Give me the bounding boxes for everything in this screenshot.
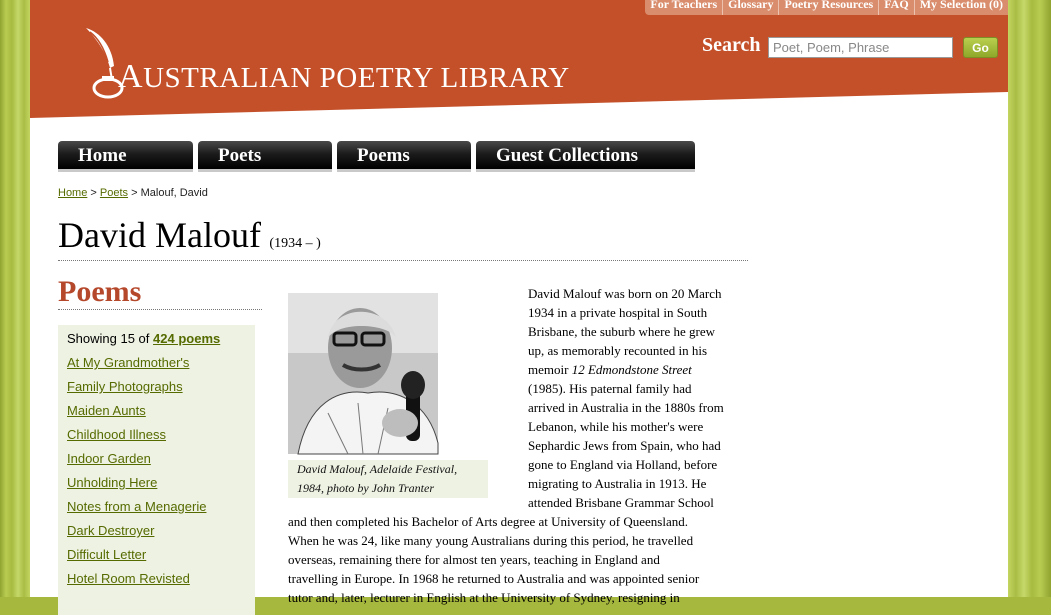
bio-line: (1985). His paternal family had bbox=[528, 381, 692, 396]
poem-link[interactable]: Unholding Here bbox=[67, 475, 158, 490]
poem-link[interactable]: At My Grandmother's bbox=[67, 355, 190, 370]
biography-column bbox=[528, 284, 748, 512]
bio-line: attended Brisbane Grammar School bbox=[528, 495, 714, 510]
list-item bbox=[67, 402, 246, 426]
bio-line: migrating to Australia in 1913. He bbox=[528, 476, 707, 491]
breadcrumb-separator: > bbox=[90, 187, 97, 199]
nav-home[interactable]: Home bbox=[58, 141, 193, 172]
poem-link[interactable]: Difficult Letter bbox=[67, 547, 147, 562]
poet-name: David Malouf bbox=[58, 215, 261, 255]
breadcrumb-home[interactable]: Home bbox=[58, 187, 88, 199]
bio-line: travelling in Europe. In 1968 he returned to Australia and was appointed senior bbox=[288, 571, 700, 586]
bio-line: arrived in Australia in the 1880s from bbox=[528, 400, 724, 415]
bio-line: memoir 12 Edmondstone Street bbox=[528, 362, 692, 377]
list-item bbox=[67, 474, 246, 498]
list-item bbox=[67, 378, 246, 402]
list-item bbox=[67, 354, 246, 378]
breadcrumb bbox=[58, 187, 208, 199]
poems-heading: Poems bbox=[58, 275, 142, 308]
breadcrumb-poets[interactable]: Poets bbox=[99, 187, 129, 199]
logo-wordmark: AUSTRALIAN POETRY LIBRARY bbox=[118, 58, 570, 95]
biography-continued bbox=[288, 512, 748, 607]
bio-line: Lebanon, while his mother's were bbox=[528, 419, 704, 434]
photo-caption bbox=[288, 460, 488, 498]
poem-count-label: Showing 15 of bbox=[67, 331, 150, 346]
title-divider bbox=[58, 260, 748, 261]
poet-photo bbox=[288, 293, 438, 454]
bio-line: and then completed his Bachelor of Arts degree at University of Queensland. bbox=[288, 514, 688, 529]
nav-poems[interactable]: Poems bbox=[337, 141, 471, 172]
list-item bbox=[67, 522, 246, 546]
breadcrumb-separator: > bbox=[131, 187, 138, 199]
topnav-faq[interactable]: FAQ bbox=[878, 0, 913, 15]
topnav-poetry-resources[interactable]: Poetry Resources bbox=[778, 0, 878, 15]
site-logo[interactable] bbox=[78, 24, 588, 104]
page bbox=[30, 0, 1008, 605]
search-input[interactable] bbox=[768, 37, 953, 58]
main-nav bbox=[58, 141, 695, 172]
top-utility-nav bbox=[645, 0, 1008, 15]
right-border bbox=[1008, 0, 1051, 597]
list-item bbox=[67, 498, 246, 522]
topnav-my-selection[interactable]: My Selection (0) bbox=[914, 0, 1008, 15]
list-item bbox=[67, 450, 246, 474]
search-label: Search bbox=[702, 34, 761, 56]
all-poems-link[interactable]: 424 poems bbox=[153, 331, 221, 346]
caption-line: 1984, photo by John Tranter bbox=[297, 481, 434, 495]
poem-link[interactable]: Family Photographs bbox=[67, 379, 183, 394]
list-item bbox=[67, 546, 246, 570]
poem-link[interactable]: Indoor Garden bbox=[67, 451, 151, 466]
breadcrumb-current: Malouf, David bbox=[140, 187, 208, 199]
poet-dates: (1934 – ) bbox=[269, 236, 321, 251]
bio-line: Brisbane, the suburb where he grew bbox=[528, 324, 715, 339]
page-title bbox=[58, 214, 321, 256]
poem-count bbox=[67, 331, 246, 346]
poems-divider bbox=[58, 309, 262, 310]
poem-link[interactable]: Hotel Room Revisted bbox=[67, 571, 190, 586]
search-go-button[interactable]: Go bbox=[963, 37, 998, 58]
poem-link[interactable]: Childhood Illness bbox=[67, 427, 167, 442]
bio-line: When he was 24, like many young Australians during this period, he travelled bbox=[288, 533, 694, 548]
nav-poets[interactable]: Poets bbox=[198, 141, 332, 172]
poem-link[interactable]: Maiden Aunts bbox=[67, 403, 146, 418]
poet-portrait-image bbox=[288, 293, 438, 454]
bio-line: overseas, remaining there for almost ten years, teaching in England and bbox=[288, 552, 660, 567]
list-item bbox=[67, 426, 246, 450]
bio-line: Sephardic Jews from Spain, who had bbox=[528, 438, 721, 453]
poem-list-panel bbox=[58, 325, 255, 615]
bio-line: gone to England via Holland, before bbox=[528, 457, 718, 472]
caption-line: David Malouf, Adelaide Festival, bbox=[297, 462, 458, 476]
bio-line: 1934 in a private hospital in South bbox=[528, 305, 708, 320]
nav-guest-collections[interactable]: Guest Collections bbox=[476, 141, 695, 172]
poem-list bbox=[67, 354, 246, 594]
bio-line: up, as memorably recounted in his bbox=[528, 343, 708, 358]
left-border bbox=[0, 0, 30, 597]
topnav-glossary[interactable]: Glossary bbox=[722, 0, 778, 15]
bio-line: tutor and, later, lecturer in English at the University of Sydney, resigning in bbox=[288, 590, 680, 605]
memoir-title: 12 Edmondstone Street bbox=[571, 362, 692, 377]
list-item bbox=[67, 570, 246, 594]
poem-link[interactable]: Notes from a Menagerie bbox=[67, 499, 207, 514]
bio-line: David Malouf was born on 20 March bbox=[528, 286, 722, 301]
poem-link[interactable]: Dark Destroyer bbox=[67, 523, 155, 538]
topnav-for-teachers[interactable]: For Teachers bbox=[650, 0, 718, 11]
